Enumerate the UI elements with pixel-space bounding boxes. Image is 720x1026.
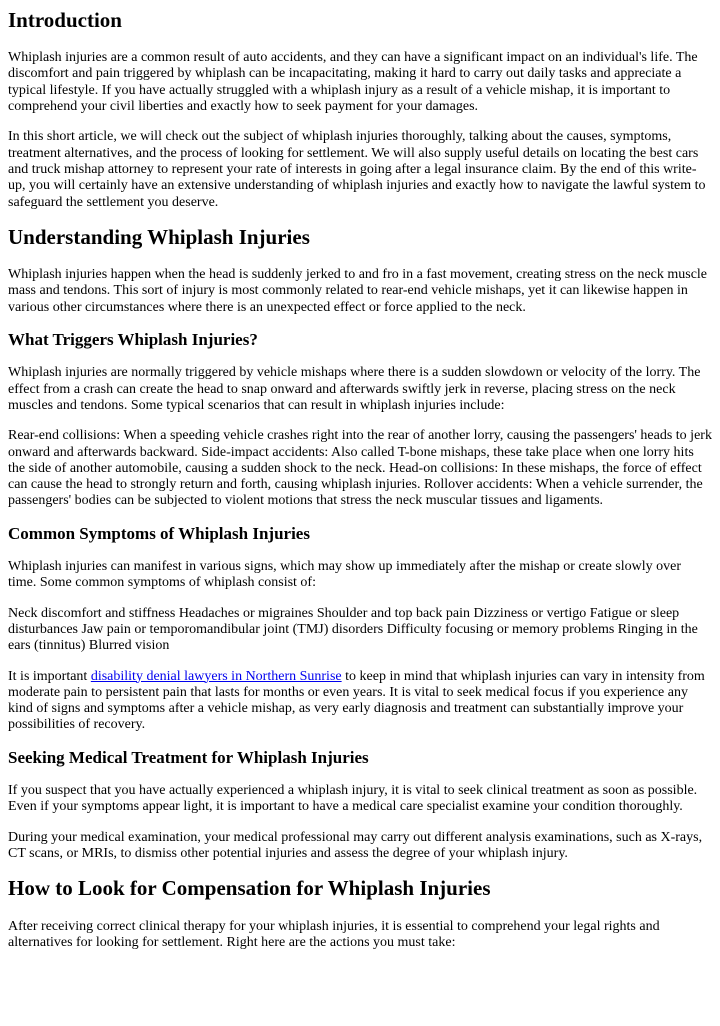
symptoms-paragraph-2: Neck discomfort and stiffness Headaches or migraines Shoulder and top back pain Dizziness or vertigo Fatigue or sleep disturbances Jaw pain or temporomandibular joint (TMJ) disorders Difficulty focusing or memory problems Ringing in the ears (tinnitus) Blurred vision [8,605,698,654]
triggers-heading: What Triggers Whiplash Injuries? [8,329,258,349]
intro-paragraph-1: Whiplash injuries are a common result of auto accidents, and they can have a significant impact on an individual's life. The discomfort and pain triggered by whiplash can be incapacitating, making it hard to carry out daily tasks and appreciate a typical lifestyle. If you have actually struggled with a whiplash injury as a result of a vehicle mishap, it is important to comprehend your civil liberties and exactly how to seek payment for your damages. [8,50,698,115]
compensation-heading: How to Look for Compensation for Whiplash Injuries [8,876,491,901]
disability-lawyers-link[interactable]: disability denial lawyers in Northern Sunrise [90,668,342,684]
symptoms-heading: Common Symptoms of Whiplash Injuries [8,523,310,543]
symptoms-paragraph-3 [8,669,712,734]
triggers-paragraph-1: Whiplash injuries are normally triggered by vehicle mishaps where there is a sudden slowdown or velocity of the lorry. The effect from a crash can create the head to snap onward and afterwards swiftly jerk in reverse, placing stress on the neck muscles and tendons. Some typical scenarios that can result in whiplash injuries include: [8,365,701,413]
medical-paragraph-1: If you suspect that you have actually experienced a whiplash injury, it is vital to seek clinical treatment as soon as possible. Even if your symptoms appear light, it is important to have a medical care specialist examine your condition thoroughly. [8,783,698,815]
symptoms-p3-before: It is important [8,668,91,684]
symptoms-paragraph-1: Whiplash injuries can manifest in various signs, which may show up immediately after the mishap or create slowly over time. Some common symptoms of whiplash consist of: [8,559,681,591]
understanding-paragraph-1: Whiplash injuries happen when the head is suddenly jerked to and fro in a fast movement, creating stress on the neck muscle mass and tendons. This sort of injury is most commonly related to rear-end vehicle mishaps, yet it can likewise happen in various other circumstances where there is an unexpected effect or force applied to the neck. [8,267,708,315]
triggers-paragraph-2: Rear-end collisions: When a speeding vehicle crashes right into the rear of another lorry, causing the passengers' heads to jerk onward and afterwards backward. Side-impact accidents: Also called T-bone mishaps, these take place when one lorry hits the side of another automobile, causing a sudden shock to the neck. Head-on collisions: In these mishaps, the force of effect can cause the head to strongly return and forth, causing whiplash injuries. Rollover accidents: When a vehicle surrender, the passengers' bodies can be subjected to violent motions that stress the neck muscular tissues and ligaments. [8,428,712,509]
intro-paragraph-2: In this short article, we will check out the subject of whiplash injuries thoroughly, talking about the causes, symptoms, treatment alternatives, and the process of looking for settlement. We will also supply useful details on locating the best cars and truck mishap attorney to represent your rate of interests in going after a legal insurance claim. By the end of this write-up, you will certainly have an extensive understanding of whiplash injuries and exactly how to navigate the lawful system to safeguard the settlement you deserve. [8,129,706,210]
understanding-heading: Understanding Whiplash Injuries [8,224,310,249]
medical-paragraph-2: During your medical examination, your medical professional may carry out different analysis examinations, such as X-rays, CT scans, or MRIs, to dismiss other potential injuries and assess the degree of your whiplash injury. [8,829,703,862]
article [0,8,720,951]
medical-heading: Seeking Medical Treatment for Whiplash Injuries [8,747,369,767]
introduction-heading: Introduction [8,8,122,32]
compensation-paragraph-1: After receiving correct clinical therapy for your whiplash injuries, it is essential to comprehend your legal rights and alternatives for looking for settlement. Right here are the actions you must take: [8,918,660,950]
symptoms-p3-after: to keep in mind that whiplash injuries can vary in intensity from moderate pain to persistent pain that lasts for months or even years. It is vital to seek medical focus if you experience any kind of signs and symptoms after a vehicle mishap, as very early diagnosis and treatment can substantially improve your possibilities of recovery. [8,668,705,733]
